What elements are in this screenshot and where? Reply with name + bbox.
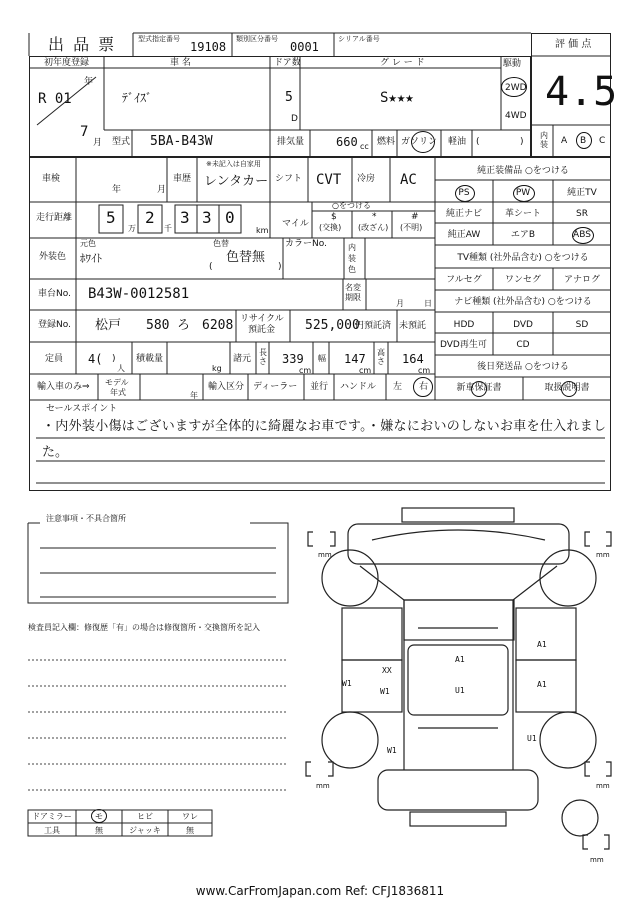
inspector-label: 検査員記入欄：修復歴「有」の場合は修復箇所・交換箇所を記入 <box>28 623 260 632</box>
inspection-month: 月 <box>157 185 167 195</box>
ac-label: 冷房 <box>357 174 376 184</box>
width-label: 幅 <box>318 354 326 363</box>
mileage-hash-sub: (不明) <box>400 223 423 232</box>
tv-fullseg: フルセグ <box>446 275 482 285</box>
dim-label: 諸元 <box>233 354 252 364</box>
month-unit: 月 <box>93 138 103 148</box>
load-label: 積載量 <box>136 354 164 364</box>
mileage-digit-1: 5 <box>106 208 116 227</box>
mileage-circle-note: ○をつける <box>332 201 371 210</box>
doors-label: ドア数 <box>274 58 301 68</box>
player-label: DVD再生可 <box>440 340 487 350</box>
mileage-man: 万 <box>128 224 136 233</box>
import-handle: ハンドル <box>340 382 377 392</box>
mileage-digit-2: 2 <box>145 208 155 227</box>
first-reg-era: R 01 <box>38 91 72 107</box>
drive-4wd: 4WD <box>505 111 527 121</box>
equip-navi: 純正ナビ <box>445 209 482 219</box>
mark-u1-rear: U1 <box>527 734 537 743</box>
mileage-digit-4: 3 <box>202 208 212 227</box>
width-value: 147 <box>344 352 366 366</box>
import-parallel: 並行 <box>310 382 329 392</box>
capacity-close: ) <box>112 354 116 364</box>
equip-abs: ABS <box>573 230 591 240</box>
fuel-gas: ガソリン <box>401 137 438 147</box>
height-value: 164 <box>402 352 424 366</box>
score-value: 4.5 <box>545 69 618 115</box>
mileage-sen: 千 <box>164 224 172 233</box>
mark-u1-roof: U1 <box>455 686 465 695</box>
type-cert-no: 19108 <box>190 40 227 54</box>
mm-fr: mm <box>596 551 610 559</box>
repaint-paren-open: ( <box>209 262 213 272</box>
navi-dvd: DVD <box>513 320 533 330</box>
interior-b: B <box>580 136 587 146</box>
sales-point-label: セールスポイント <box>46 404 118 414</box>
first-reg-month: 7 <box>80 124 89 140</box>
mileage-km: km <box>256 226 269 235</box>
shift-label: シフト <box>275 174 303 184</box>
sheet-title: 出 品 票 <box>48 35 117 54</box>
unreg-note: ※未記入は自家用 <box>206 160 261 168</box>
fuel-label: 燃料 <box>377 137 396 147</box>
shift-value: CVT <box>316 172 342 188</box>
name-change-month: 月 <box>396 299 404 308</box>
model-value: 5BA-B43W <box>150 134 213 149</box>
capacity-unit: 人 <box>117 364 125 373</box>
registration-label: 登録No. <box>38 320 71 330</box>
registration-number: 6208 <box>202 318 234 333</box>
drive-label: 駆動 <box>503 59 522 69</box>
doors-value: 5 <box>285 90 293 105</box>
displacement-label: 排気量 <box>277 137 305 147</box>
width-cm: cm <box>359 366 372 375</box>
length-value: 339 <box>282 352 304 366</box>
import-model-year-1: モデル <box>105 378 129 387</box>
interior-label-2: 装 <box>540 140 548 149</box>
first-reg-label: 初年度登録 <box>44 58 90 68</box>
mileage-mile: マイル <box>282 219 309 229</box>
color-no-label: カラーNo. <box>285 239 327 249</box>
equip-airbag: エアB <box>510 230 536 240</box>
mm-spare: mm <box>590 856 604 864</box>
mm-rr: mm <box>596 782 610 790</box>
dmg-h4: ワレ <box>182 812 198 821</box>
mileage-star: * <box>372 212 377 222</box>
import-model-year-2: 年式 <box>110 388 126 397</box>
dmg-r1: 工具 <box>44 826 60 835</box>
interior-color-label: 内装色 <box>348 243 356 274</box>
equip-sr: SR <box>576 209 588 219</box>
ac-value: AC <box>400 172 417 188</box>
dmg-h2: モ <box>95 812 103 821</box>
score-label: 評 価 点 <box>555 39 592 50</box>
footer-ref: www.CarFromJapan.com Ref: CFJ1836811 <box>195 884 445 898</box>
player-cd: CD <box>516 340 530 350</box>
recycle-amount: 525,000 <box>305 318 360 333</box>
dmg-h1: ドアミラー <box>32 812 72 821</box>
model-label: 型式 <box>112 137 131 147</box>
registration-class: 580 <box>146 318 170 333</box>
docs-warranty: 新車保証書 <box>456 383 502 393</box>
dmg-r4: 無 <box>186 826 194 835</box>
door-d: D <box>291 114 298 124</box>
docs-manual: 取扱説明書 <box>544 383 590 393</box>
mileage-dollar-sub: (交換) <box>319 223 342 232</box>
mark-a1-rear-door: A1 <box>537 680 547 689</box>
import-year: 年 <box>190 391 198 400</box>
mileage-label: 走行距離 <box>36 213 73 223</box>
mileage-hash: # <box>411 212 419 222</box>
import-right: 右 <box>419 382 429 392</box>
fuel-diesel: 軽油 <box>448 137 467 147</box>
mark-w1-rear: W1 <box>387 746 397 755</box>
mark-w1-left: W1 <box>342 679 352 688</box>
length-cm: cm <box>299 366 312 375</box>
import-dealer: ディーラー <box>253 382 298 392</box>
history-value: レンタカー <box>204 174 269 189</box>
class-no: 0001 <box>290 40 319 54</box>
tv-oneseg: ワンセグ <box>504 275 541 285</box>
equip-tv: 純正TV <box>567 188 597 198</box>
registration-kana: ろ <box>177 318 191 333</box>
class-label: 類別区分番号 <box>236 35 278 43</box>
tv-analog: アナログ <box>563 275 600 285</box>
grade-value: S★★★ <box>380 90 414 106</box>
mark-a1-front-right: A1 <box>537 640 547 649</box>
load-unit: kg <box>212 364 222 373</box>
mileage-star-sub: (改ざん) <box>358 223 389 232</box>
displacement-value: 660 <box>336 135 358 149</box>
name-change-day: 日 <box>424 299 432 308</box>
mark-a1-roof: A1 <box>455 655 465 664</box>
equip-ps: PS <box>458 188 470 198</box>
navi-title: ナビ種類 (社外品含む) ○をつける <box>454 297 592 307</box>
drive-2wd: 2WD <box>505 83 527 93</box>
grade-label: グ レ ー ド <box>380 58 425 68</box>
name-change-label: 名変期限 <box>345 283 361 302</box>
tv-title: TV種類 (社外品含む) ○をつける <box>457 253 589 263</box>
dmg-r2: 無 <box>95 826 103 835</box>
color-label: 外装色 <box>39 252 67 262</box>
caution-label: 注意事項・不具合箇所 <box>46 514 126 523</box>
capacity-value: 4( <box>88 352 103 366</box>
displacement-unit: cc <box>360 142 369 151</box>
height-cm: cm <box>418 366 431 375</box>
interior-label-1: 内 <box>540 131 548 140</box>
mileage-dollar: $ <box>331 212 337 222</box>
inspection-year: 年 <box>112 185 122 195</box>
sales-point-line1: ・内外装小傷はございますが全体的に綺麗なお車です。・嫌なにおいのしないお車を仕入れまし <box>42 419 607 434</box>
year-unit: 年 <box>84 77 94 87</box>
equip-pw: PW <box>515 188 531 198</box>
car-name-label: 車 名 <box>170 58 191 68</box>
interior-a: A <box>561 136 568 146</box>
color-repaint: 色替無 <box>226 250 266 265</box>
paren-open: ( <box>476 137 480 147</box>
mm-fl: mm <box>318 551 332 559</box>
chassis-value: B43W-0012581 <box>88 286 190 302</box>
import-left: 左 <box>393 382 403 392</box>
recycle-unpaid: 未預託 <box>399 321 427 331</box>
mileage-digit-5: 0 <box>225 208 235 227</box>
registration-region: 松戸 <box>95 318 122 333</box>
mileage-digit-3: 3 <box>180 208 190 227</box>
mark-w1-center: W1 <box>380 687 390 696</box>
color-repaint-label: 色替 <box>213 239 229 248</box>
color-original: ﾎﾜｲﾄ <box>80 252 102 265</box>
mark-xx: XX <box>382 666 392 675</box>
recycle-unit: 円預託済 <box>355 321 392 331</box>
inspection-label: 車検 <box>42 174 61 184</box>
navi-sd: SD <box>575 320 589 330</box>
length-label: 長さ <box>259 348 267 366</box>
capacity-label: 定員 <box>45 354 64 364</box>
dmg-r3: ジャッキ <box>129 826 161 835</box>
type-cert-label: 型式指定番号 <box>138 35 180 43</box>
car-name-value: ﾃﾞｲｽﾞ <box>122 91 153 105</box>
history-label: 車歴 <box>173 174 192 184</box>
chassis-label: 車台No. <box>38 289 71 299</box>
interior-c: C <box>599 136 606 146</box>
height-label: 高さ <box>377 348 385 366</box>
navi-hdd: HDD <box>453 320 475 330</box>
sales-point-line2: た。 <box>42 445 69 460</box>
equip-aw: 純正AW <box>447 230 481 240</box>
color-original-label: 元色 <box>80 239 96 248</box>
paren-close: ) <box>520 137 524 147</box>
docs-title: 後日発送品 ○をつける <box>477 362 569 372</box>
dmg-h3: ヒビ <box>137 812 153 821</box>
repaint-paren-close: ) <box>278 262 282 272</box>
equipment-title: 純正装備品 ○をつける <box>477 166 569 176</box>
mm-rl: mm <box>316 782 330 790</box>
recycle-label-2: 預託金 <box>248 325 276 335</box>
import-label: 輸入車のみ⇒ <box>37 382 90 392</box>
equip-leather: 革シート <box>504 209 541 219</box>
import-class: 輸入区分 <box>208 382 245 392</box>
serial-label: シリアル番号 <box>338 35 380 43</box>
recycle-label-1: リサイクル <box>240 314 284 324</box>
